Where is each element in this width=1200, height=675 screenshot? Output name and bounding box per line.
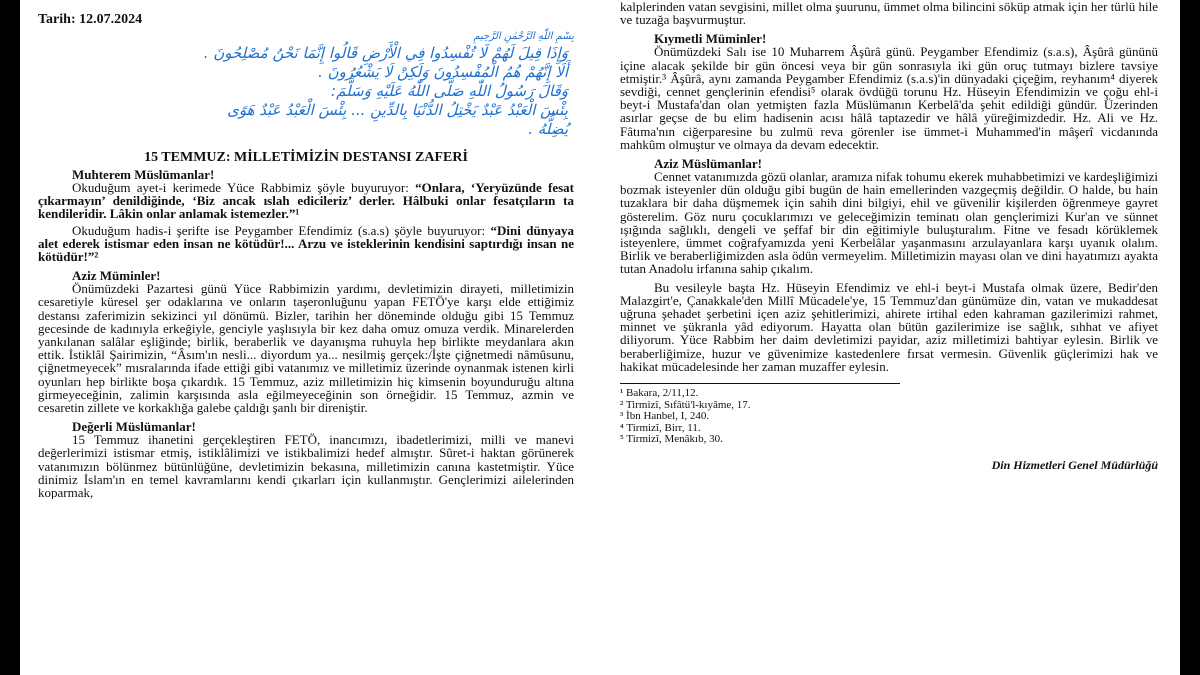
arabic-verse-1: وَإِذَا قِيلَ لَهُمْ لَا تُفْسِدُوا فِي الْأَرْضِ قَالُوا إِنَّمَا نَحْنُ مُصْلِحُونَ . — [203, 44, 568, 62]
arabic-hadith-2: يُضِلُّهُ . — [528, 120, 568, 138]
footnote-divider — [620, 383, 900, 384]
footnote-2: ² Tirmizî, Sıfâtü'l-kıyâme, 17. — [620, 398, 751, 411]
basmala: بِسْمِ اللّٰهِ الرَّحْمٰنِ الرَّحِيمِ — [473, 31, 574, 42]
paragraph-verse-intro: Okuduğum ayet-i kerimede Yüce Rabbimiz şöyle buyuruyor: — [72, 180, 416, 195]
sermon-title: 15 TEMMUZ: MİLLETİMİZİN DESTANSI ZAFERİ — [144, 150, 468, 165]
arabic-hadith-intro: وَقَالَ رَسُولُ اللّٰهِ صَلَّى اللّٰهُ عَلَيْهِ وَسَلَّمَ: — [331, 82, 568, 100]
left-column — [38, 0, 574, 499]
paragraph-dua: Bu vesileyle başta Hz. Hüseyin Efendimiz ve ehl-i beyt-i Mustafa olmak üzere, Bedir'den Malazgirt'e, Çanakkale'den Millî Mücadele'ye, 15 Temmuz'dan günümüze din, vatan ve mukaddesat uğruna şehadet şerbetini içen aziz şehitlerimizi, ahirete irtihal eden kahraman gazilerimizi rahmet, minnet ve şükranla yâd ediyorum. Hayatta olan bütün gazilerimize ise sağlık, sıhhat ve afiyet diliyorum. Yüce Rabbim her daim devletimizi payidar, aziz milletimizi bahtiyar eylesin. Birlik ve beraberliğimize, huzur ve güvenimize kastedenlere fırsat vermesin. Güvenlik güçlerimizi hak ve hakikat mücadelesinde her zaman muzaffer eylesin. — [620, 279, 1158, 374]
heading-aziz-mminler: Aziz Müminler! — [72, 268, 161, 284]
signature: Din Hizmetleri Genel Müdürlüğü — [991, 457, 1158, 472]
footnote-5: ⁵ Tirmizî, Menâkıb, 30. — [620, 433, 723, 446]
paragraph-hadith-translation — [38, 224, 574, 264]
paragraph-verse-translation — [38, 181, 574, 221]
paragraph-vatan: Cennet vatanımızda gözü olanlar, aramıza nifak tohumu ekerek muhabbetimizi ve kardeşliğimizi bozmak isteyenler dün olduğu gibi bugün de hain emellerinden vazgeçmiş değildir. O halde, bu hain tuzaklara bir daha düşmemek için sahih dini bilgiyi, ehil ve güvenilir kişilerden öğrenmeye gayret gösterelim. Göz nuru çocuklarımızı ve geleceğimizin teminatı olan gençlerimizi Kur'an ve sünnet ışığında sağlıklı, dengeli ve şeffaf bir din eğitimiyle buluşturalım. Fitne ve fesadı körüklemek isteyenlere, ümmet coğrafyamızda yeni Kerbelâlar yaşanmasını arzulayanlara karşı uyanık olalım. Birlik ve beraberliğimizden asla ödün vermeyelim. Milletimizin mayası olan ve dini hayatımızı ayakta tutan Anadolu irfanına sahip çıkalım. — [620, 169, 1158, 277]
paragraph-feto: 15 Temmuz ihanetini gerçekleştiren FETÖ, inancımızı, ibadetlerimizi, milli ve manevi değerlerimizi istismar etmiş, istiklâlimizi ve istikbalimizi hedef almıştır. Sûret-i haktan görünerek vatanımızın bölünmez bütünlüğüne, devletimizin bekasına, milletimizin canına kastetmiştir. Yüce dinimiz İslam'ın en temel kavramlarını kendi çıkarları için kullanmıştır. Gençlerimizi ailelerinden koparmak, — [38, 432, 574, 500]
paragraph-continuation: kalplerinden vatan sevgisini, millet olma şuurunu, ümmet olma bilincini söküp atmak için her türlü hile ve tuzağa başvurmuştur. — [620, 0, 1158, 28]
heading-degerli: Değerli Müslümanlar! — [72, 419, 196, 435]
paragraph-asura: Önümüzdeki Salı ise 10 Muharrem Âşûrâ günü. Peygamber Efendimiz (s.a.s), Âşûrâ gününü içine alacak şekilde bir gün öncesi veya bir gün sonrasıyla iki gün oruç tutmayı bizlere tavsiye etmiştir.³ Âşûrâ, aynı zamanda Peygamber Efendimiz (s.a.s)'in dünyadaki çiçeğim, reyhanım⁴ diyerek sevdiği, cennet gençlerinin efendisi⁵ olarak övdüğü torunu Hz. Hüseyin Efendimizin ve çoğu ehl-i beyt-i Mustafa'dan olan yetmişten fazla Müslümanın Kerbelâ'da şehit edildiği gündür. Üzerinden asırlar geçse de bu elim hadisenin acısı hâlâ taptazedir ve hâlâ yüreğimizdedir. Hz. Ali ve Hz. Fâtıma'nın ciğerparesine bu zulmü reva görenler ise ümmet-i Muhammed'in mâşerî vicdanında mahkûm olmuştur ve olmaya da devam edecektir. — [620, 44, 1158, 152]
arabic-hadith-1: بِئْسَ الْعَبْدُ عَبْدٌ يَخْتِلُ الدُّنْيَا بِالدِّينِ ... بِئْسَ الْعَبْدُ عَبْدٌ هَوًى — [227, 101, 568, 119]
right-column — [620, 0, 1158, 473]
paragraph-hadith-intro: Okuduğum hadis-i şerifte ise Peygamber Efendimiz (s.a.s) şöyle buyuruyor: — [72, 222, 491, 238]
date-label: Tarih: 12.07.2024 — [38, 12, 143, 27]
verse-translation: “Onlara, ‘Yeryüzünde fesat çıkarmayın’ denildiğinde, ‘Biz ancak ıslah edicileriz’ derler. Hâlbuki onlar fesatçıların ta kendileridir. Lâkin onlar anlamak istemezler.”¹ — [38, 180, 574, 222]
footnote-3: ³ İbn Hanbel, I, 240. — [620, 410, 710, 423]
heading-aziz-muslumanlar: Aziz Müslümanlar! — [654, 156, 762, 172]
heading-muhterem: Muhterem Müslümanlar! — [72, 167, 215, 182]
footnote-1: ¹ Bakara, 2/11,12. — [620, 387, 699, 400]
arabic-verse-2: أَلَا إِنَّهُمْ هُمُ الْمُفْسِدُونَ وَلَكِنْ لَا يَشْعُرُونَ . — [318, 63, 568, 81]
hadith-translation: “Dini dünyaya alet ederek istismar eden insan ne kötüdür!... Arzu ve isteklerinin kendisini saptırdığı insan ne kötüdür!”² — [38, 222, 574, 265]
heading-kiymetli: Kıymetli Müminler! — [654, 31, 767, 47]
footnote-4: ⁴ Tirmizî, Birr, 11. — [620, 421, 701, 434]
paragraph-15-temmuz: Önümüzdeki Pazartesi günü Yüce Rabbimizin yardımı, devletimizin dirayeti, milletimizin cesaretiyle küresel şer odaklarına ve onların taşeronluğunu yapan FETÖ'ye karşı elde ettiğimiz destansı zaferimizin sekizinci yıl dönümü. Bizler, tarihin her döneminde olduğu gibi 15 Temmuz gecesinde de kadınıyla erkeğiyle, genciyle yaşlısıyla bir kez daha omuz omuza verdik. Minarelerden yankılanan salâlar eşliğinde; birlik, beraberlik ve dayanışma ruhuyla hep birlikte meydanlara akın ettik. İstiklâl Şairimizin, “Âsım'ın nesli... diyordum ya... nesilmiş gerçek:/İşte çiğnetmedi nâmûsunu, çiğnetmeyecek” mısralarında ifade ettiği gibi vatanımız ve milletimiz üzerinde oynanmak istenen kirli oyunları hep birlikte boşa çıkardık. 15 Temmuz, aziz milletimizin hiç kimsenin boyunduruğu altına girmeyeceğinin, zalimin karşısında asla eğilmeyeceğinin son örneğidir. 15 Temmuz, azmin ve cesaretin zillete ve korkaklığa galebe çaldığı şanlı bir direniştir. — [38, 281, 574, 416]
